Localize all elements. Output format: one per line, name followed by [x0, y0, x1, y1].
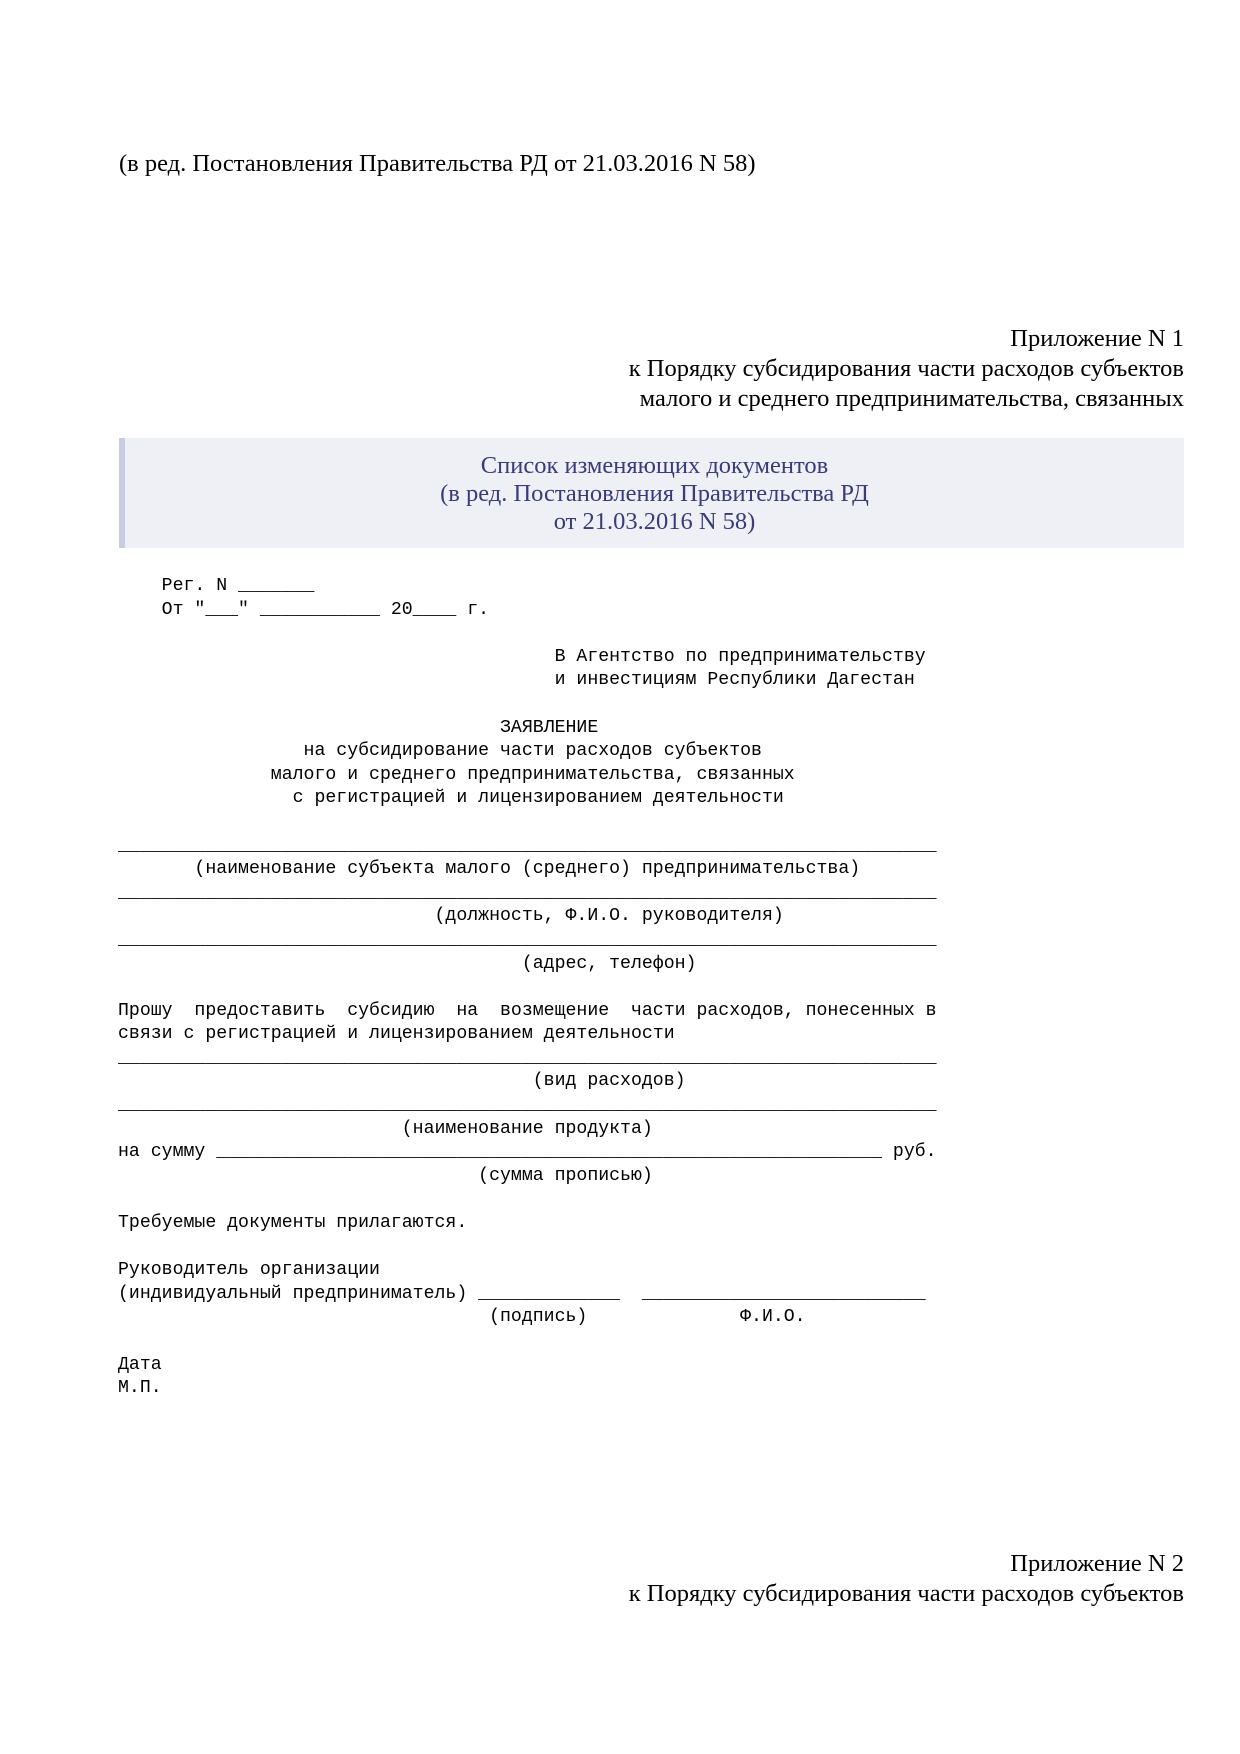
amendment-reference: (в ред. Постановления Правительства РД от 21.03.2016 N 58) [119, 150, 756, 177]
date-line: От "___" ___________ 20____ г. [118, 599, 490, 620]
changes-box-line2: (в ред. Постановления Правительства РД [440, 480, 869, 507]
signature-labels: (подпись) Ф.И.О. [118, 1307, 806, 1328]
appendix-2-line1: к Порядку субсидирования части расходов субъектов [628, 1580, 1184, 1607]
form-title: ЗАЯВЛЕНИЕ [118, 717, 599, 738]
address-label: (адрес, телефон) [118, 953, 697, 974]
addressee-line2: и инвестициям Республики Дагестан [118, 670, 915, 691]
request-text-line1: Прошу предоставить субсидию на возмещение части расходов, понесенных в [118, 1000, 937, 1021]
appendix-1-line2: малого и среднего предпринимательства, связанных [639, 385, 1184, 412]
head-label-line1: Руководитель организации [118, 1260, 380, 1281]
form-subtitle3: с регистрацией и лицензированием деятельности [118, 788, 784, 809]
appendix-2-title: Приложение N 2 [1010, 1550, 1184, 1577]
entity-name-label: (наименование субъекта малого (среднего) предпринимательства) [118, 859, 861, 880]
changes-box [119, 438, 1184, 548]
appendix-1-title: Приложение N 1 [1010, 325, 1184, 352]
product-name-blank: ___________________________________________________________________________ [118, 1095, 937, 1116]
head-name-blank: ___________________________________________________________________________ [118, 882, 937, 903]
expense-type-label: (вид расходов) [118, 1071, 686, 1092]
request-text-line2: связи с регистрацией и лицензированием деятельности [118, 1024, 675, 1045]
appendix-1-line1: к Порядку субсидирования части расходов субъектов [628, 355, 1184, 382]
sum-line: на сумму _____________________________________________________________ руб. [118, 1142, 937, 1163]
sum-label: (сумма прописью) [118, 1165, 653, 1186]
stamp-label: М.П. [118, 1378, 162, 1399]
addressee-line1: В Агентство по предпринимательству [118, 646, 926, 667]
documents-attached: Требуемые документы прилагаются. [118, 1213, 468, 1234]
expense-type-blank: ___________________________________________________________________________ [118, 1047, 937, 1068]
head-label-line2: (индивидуальный предприниматель) _____________ __________________________ [118, 1283, 926, 1304]
address-blank: ___________________________________________________________________________ [118, 929, 937, 950]
changes-box-line3: от 21.03.2016 N 58) [553, 508, 756, 535]
application-form [118, 575, 1118, 1401]
entity-name-blank: ___________________________________________________________________________ [118, 835, 937, 856]
date-label: Дата [118, 1354, 162, 1375]
head-name-label: (должность, Ф.И.О. руководителя) [118, 906, 784, 927]
form-subtitle2: малого и среднего предпринимательства, связанных [118, 764, 795, 785]
changes-box-title: Список изменяющих документов [480, 452, 829, 479]
reg-number-line: Рег. N _______ [118, 576, 315, 596]
appendix-2-heading [629, 1549, 1184, 1609]
appendix-1-heading [629, 324, 1184, 414]
product-name-label: (наименование продукта) [118, 1118, 653, 1139]
form-subtitle1: на субсидирование части расходов субъектов [118, 741, 762, 762]
